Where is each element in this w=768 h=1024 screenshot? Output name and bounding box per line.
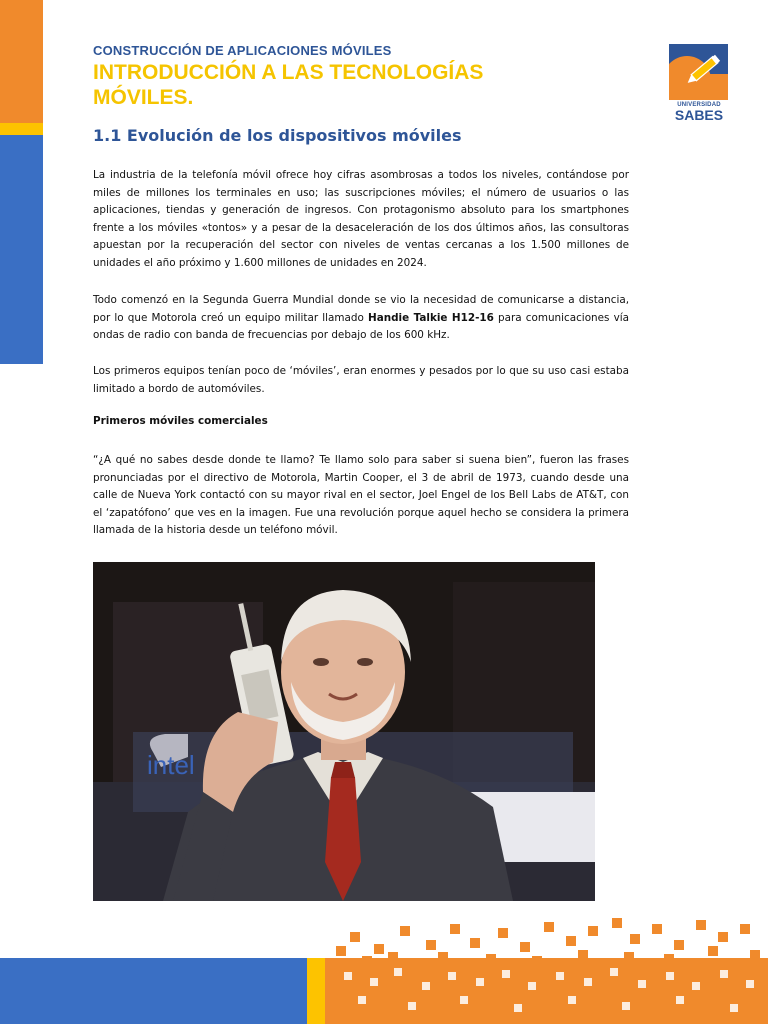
footer-band-yellow — [307, 958, 325, 1024]
side-band-orange — [0, 0, 43, 123]
page-title-line-1: INTRODUCCIÓN A LAS TECNOLOGÍAS — [93, 61, 484, 84]
paragraph-first-devices: Los primeros equipos tenían poco de ‘móviles’, eran enormes y pesados por lo que su uso casi estaba limitado a bordo de automóviles. — [93, 365, 629, 395]
photo-background-text: intel — [147, 750, 195, 780]
section-heading: 1.1 Evolución de los dispositivos móviles — [93, 126, 462, 145]
photo-martin-cooper — [93, 562, 595, 901]
pencil-icon — [669, 44, 728, 100]
university-logo — [669, 44, 729, 122]
paragraph-industry: La industria de la telefonía móvil ofrece hoy cifras asombrosas a todos los niveles, contándose por miles de millones los terminales en uso; las suscripciones móviles; el número de usuarios o las aplicaciones, tiendas y generación de ingresos. Con protagonismo absoluto para los smartphones frente a los móviles «tontos» y a pesar de la desaceleración de los dos últimos años, las consultoras apuestan por la recuperación del sector con niveles de ventas cercanas a los 1.500 millones de unidades el año próximo y 1.600 millones de unidades en 2024. — [93, 169, 629, 269]
photo-illustration — [93, 562, 595, 901]
course-title: CONSTRUCCIÓN DE APLICACIONES MÓVILES — [93, 43, 392, 58]
side-band-blue — [0, 135, 43, 364]
side-band-yellow — [0, 123, 43, 135]
footer-pixel-pattern — [330, 916, 768, 1024]
paragraph-history-b: para comunicaciones vía ondas de radio con banda de frecuencias por debajo de los 600 kHz. — [93, 311, 629, 342]
logo-sabes-text: SABES — [674, 107, 724, 123]
paragraph-history-a: Todo comenzó en la Segunda Guerra Mundial donde se vio la necesidad de comunicarse a distancia, por lo que Motorola creó un equipo militar llamado — [93, 294, 629, 324]
subheading-commercial: Primeros móviles comerciales — [93, 415, 268, 427]
page-title — [93, 60, 613, 110]
page-title-line-2: MÓVILES. — [93, 86, 194, 109]
logo-university-text: UNIVERSIDAD — [677, 102, 721, 108]
logo-mark — [669, 44, 728, 100]
paragraph-history-bold: Handie Talkie H12-16 — [368, 311, 494, 324]
paragraph-history — [93, 292, 629, 345]
paragraph-first-call: “¿A qué no sabes desde donde te llamo? Te llamo solo para saber si suena bien”, fueron las frases pronunciadas por el directivo de Motorola, Martin Cooper, el 3 de abril de 1973, cuando desde una calle de Nueva York contactó con su mayor rival en el sector, Joel Engel de los Bell Labs de AT&T, con el ‘zapatófono’ que ves en la imagen. Fue una revolución porque aquel hecho se considera la primera llamada de la historia desde un teléfono móvil. — [93, 454, 629, 537]
footer-band-blue — [0, 958, 307, 1024]
